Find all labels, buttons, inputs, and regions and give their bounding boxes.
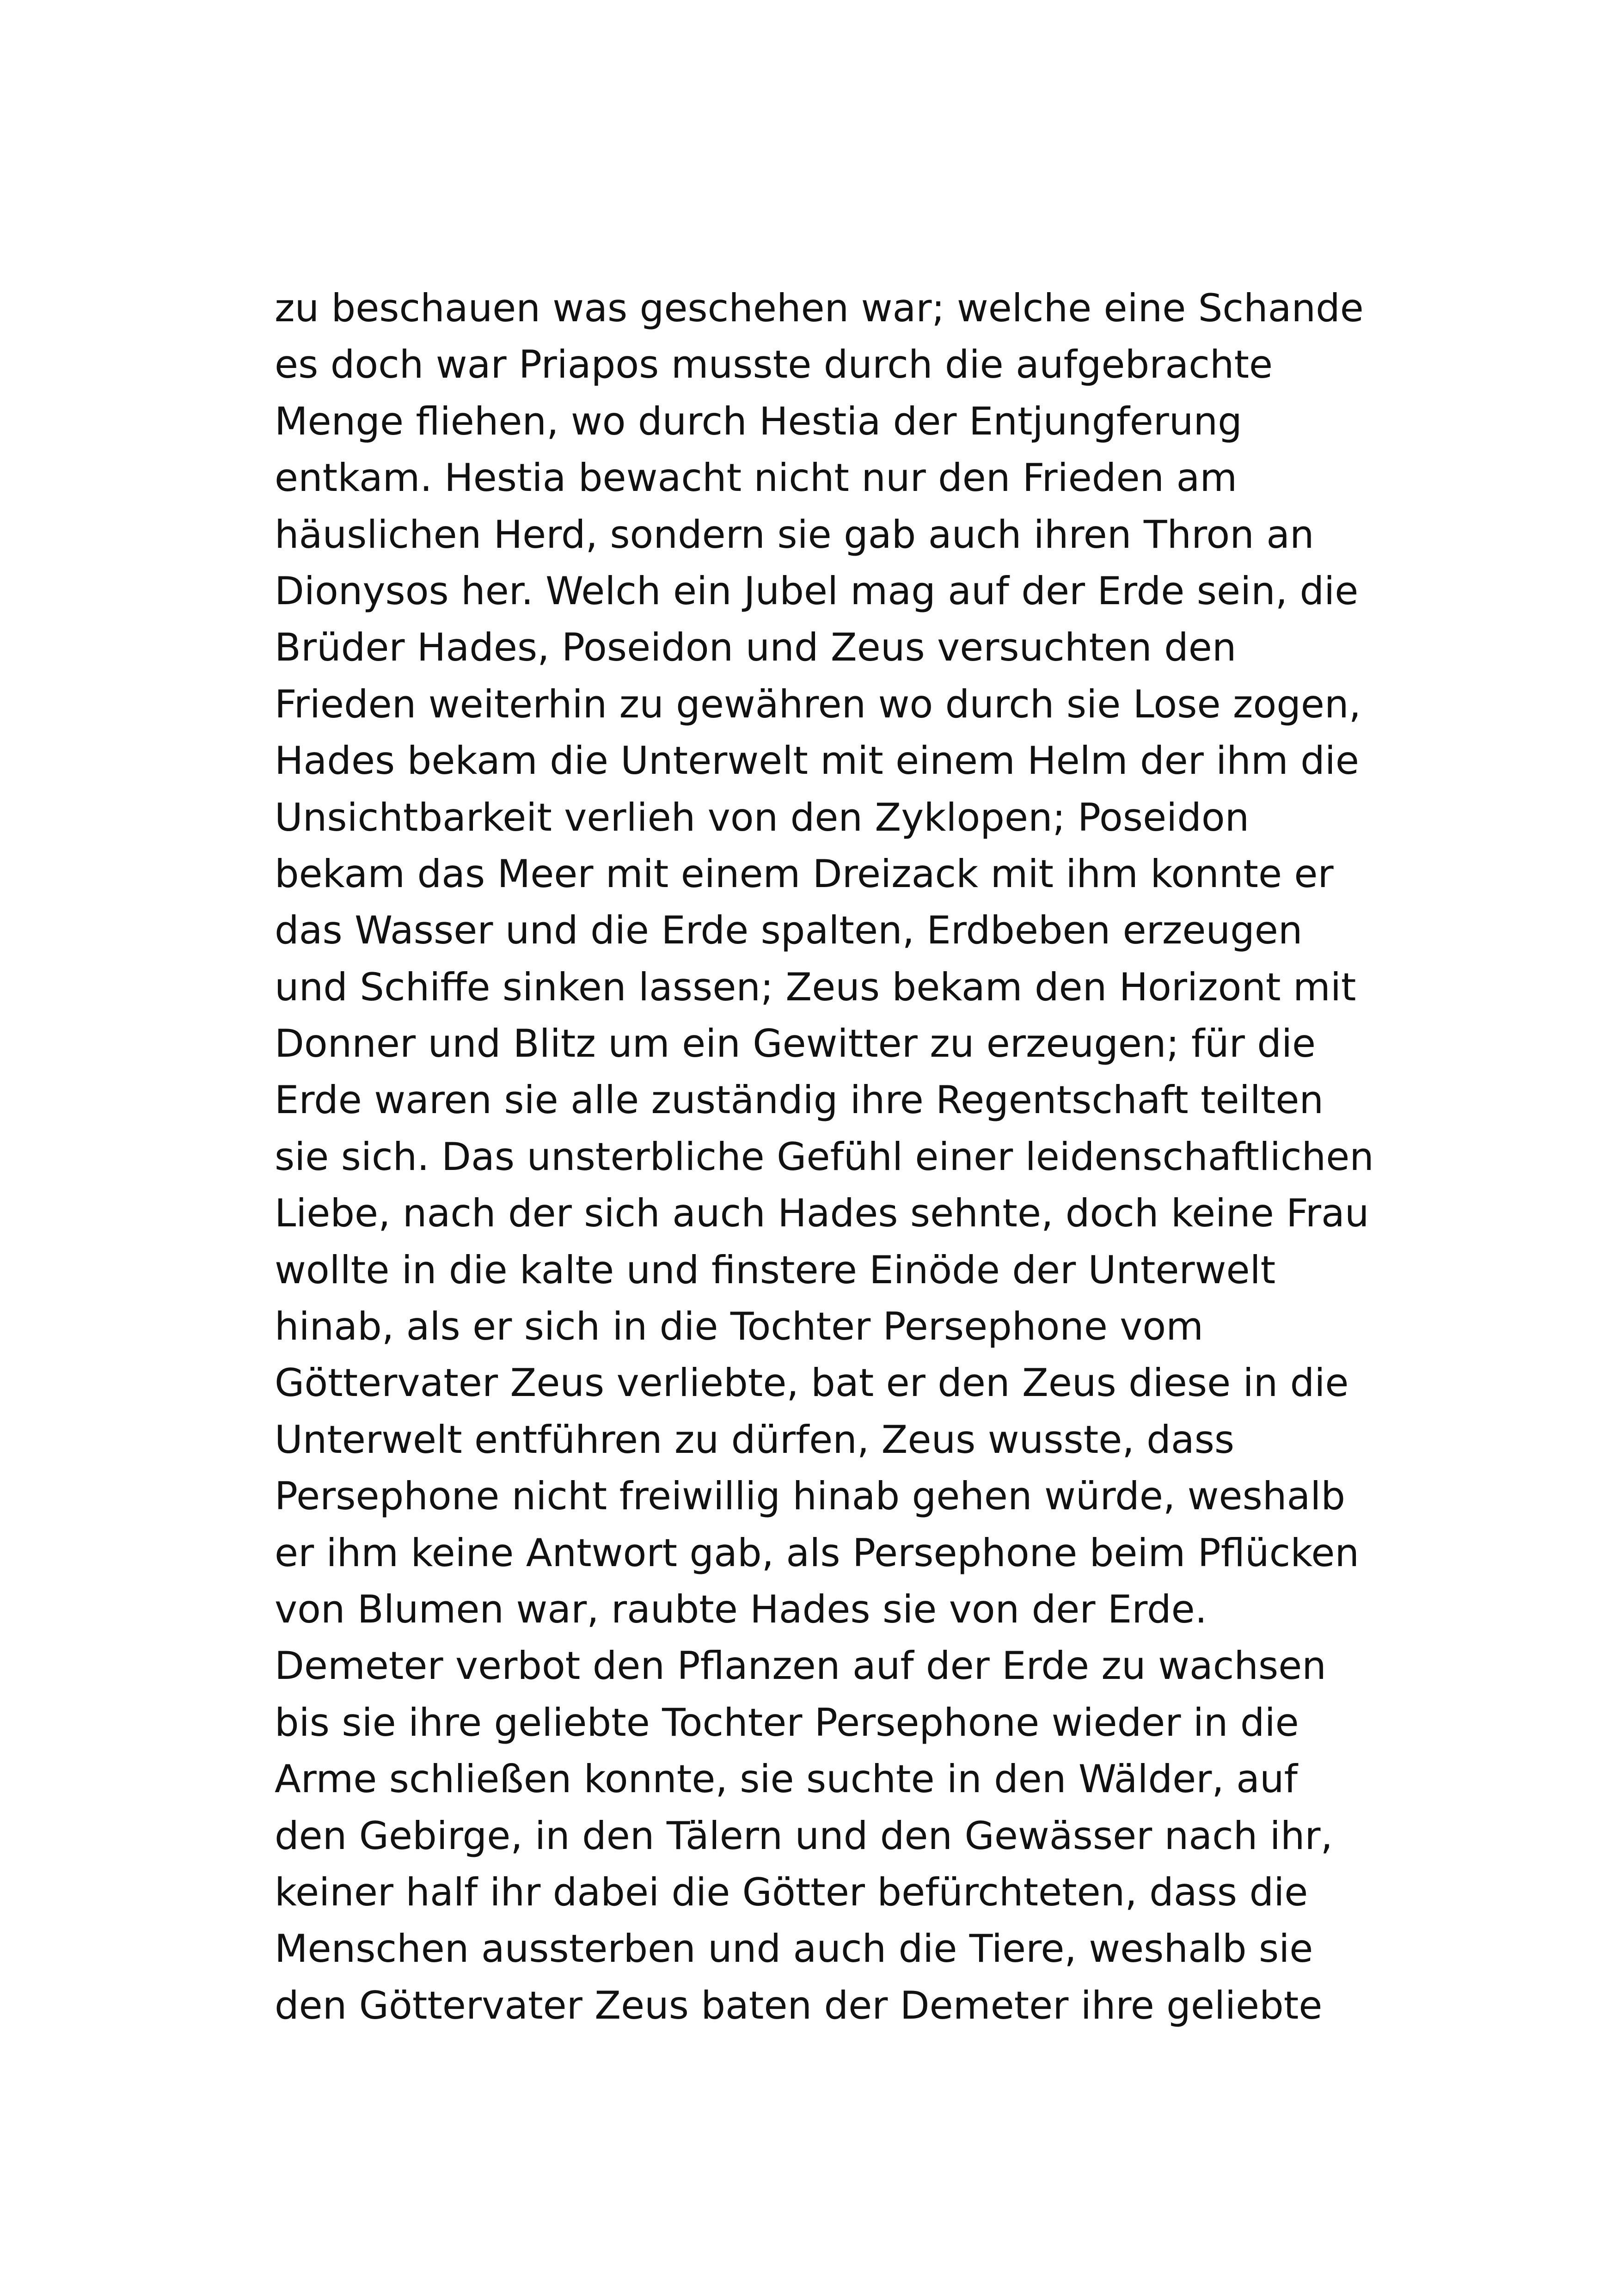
text-line: den Gebirge, in den Tälern und den Gewässer nach ihr, (275, 1813, 1333, 1858)
text-line: entkam. Hestia bewacht nicht nur den Frieden am (275, 455, 1238, 501)
text-line: Menschen aussterben und auch die Tiere, weshalb sie (275, 1926, 1313, 1971)
text-line: Göttervater Zeus verliebte, bat er den Zeus diese in die (275, 1360, 1349, 1406)
text-line: bis sie ihre geliebte Tochter Persephone wieder in die (275, 1700, 1299, 1745)
text-line: sie sich. Das unsterbliche Gefühl einer leidenschaftlichen (275, 1134, 1374, 1179)
text-line: Brüder Hades, Poseidon und Zeus versuchten den (275, 625, 1237, 670)
body-text (275, 280, 1430, 2034)
text-line: das Wasser und die Erde spalten, Erdbeben erzeugen (275, 908, 1303, 953)
text-line: er ihm keine Antwort gab, als Persephone beim Pflücken (275, 1530, 1360, 1575)
text-line: Erde waren sie alle zuständig ihre Regentschaft teilten (275, 1078, 1324, 1123)
text-line: Demeter verbot den Pflanzen auf der Erde zu wachsen (275, 1643, 1326, 1689)
text-line: und Schiffe sinken lassen; Zeus bekam den Horizont mit (275, 964, 1356, 1010)
text-line: Unterwelt entführen zu dürfen, Zeus wusste, dass (275, 1417, 1235, 1462)
text-line: wollte in die kalte und finstere Einöde der Unterwelt (275, 1247, 1276, 1292)
text-line: Persephone nicht freiwillig hinab gehen würde, weshalb (275, 1474, 1346, 1519)
text-line: keiner half ihr dabei die Götter befürchteten, dass die (275, 1869, 1308, 1915)
text-line: den Göttervater Zeus baten der Demeter ihre geliebte (275, 1983, 1323, 2028)
text-line: zu beschauen was geschehen war; welche eine Schande (275, 286, 1364, 331)
text-line: von Blumen war, raubte Hades sie von der Erde. (275, 1586, 1207, 1632)
text-line: bekam das Meer mit einem Dreizack mit ihm konnte er (275, 851, 1334, 896)
text-line: Arme schließen konnte, sie suchte in den Wälder, auf (275, 1757, 1298, 1802)
text-line: Frieden weiterhin zu gewähren wo durch sie Lose zogen, (275, 681, 1361, 727)
text-line: Hades bekam die Unterwelt mit einem Helm der ihm die (275, 738, 1359, 784)
text-line: Menge fliehen, wo durch Hestia der Entjungferung (275, 398, 1242, 444)
text-line: Liebe, nach der sich auch Hades sehnte, doch keine Frau (275, 1191, 1369, 1236)
text-line: häuslichen Herd, sondern sie gab auch ihren Thron an (275, 512, 1314, 557)
text-line: Donner und Blitz um ein Gewitter zu erzeugen; für die (275, 1021, 1316, 1066)
text-line: Unsichtbarkeit verlieh von den Zyklopen; Poseidon (275, 795, 1250, 840)
text-line: es doch war Priapos musste durch die aufgebrachte (275, 342, 1273, 387)
text-line: hinab, als er sich in die Tochter Persephone vom (275, 1304, 1204, 1349)
text-line: Dionysos her. Welch ein Jubel mag auf der Erde sein, die (275, 568, 1359, 613)
